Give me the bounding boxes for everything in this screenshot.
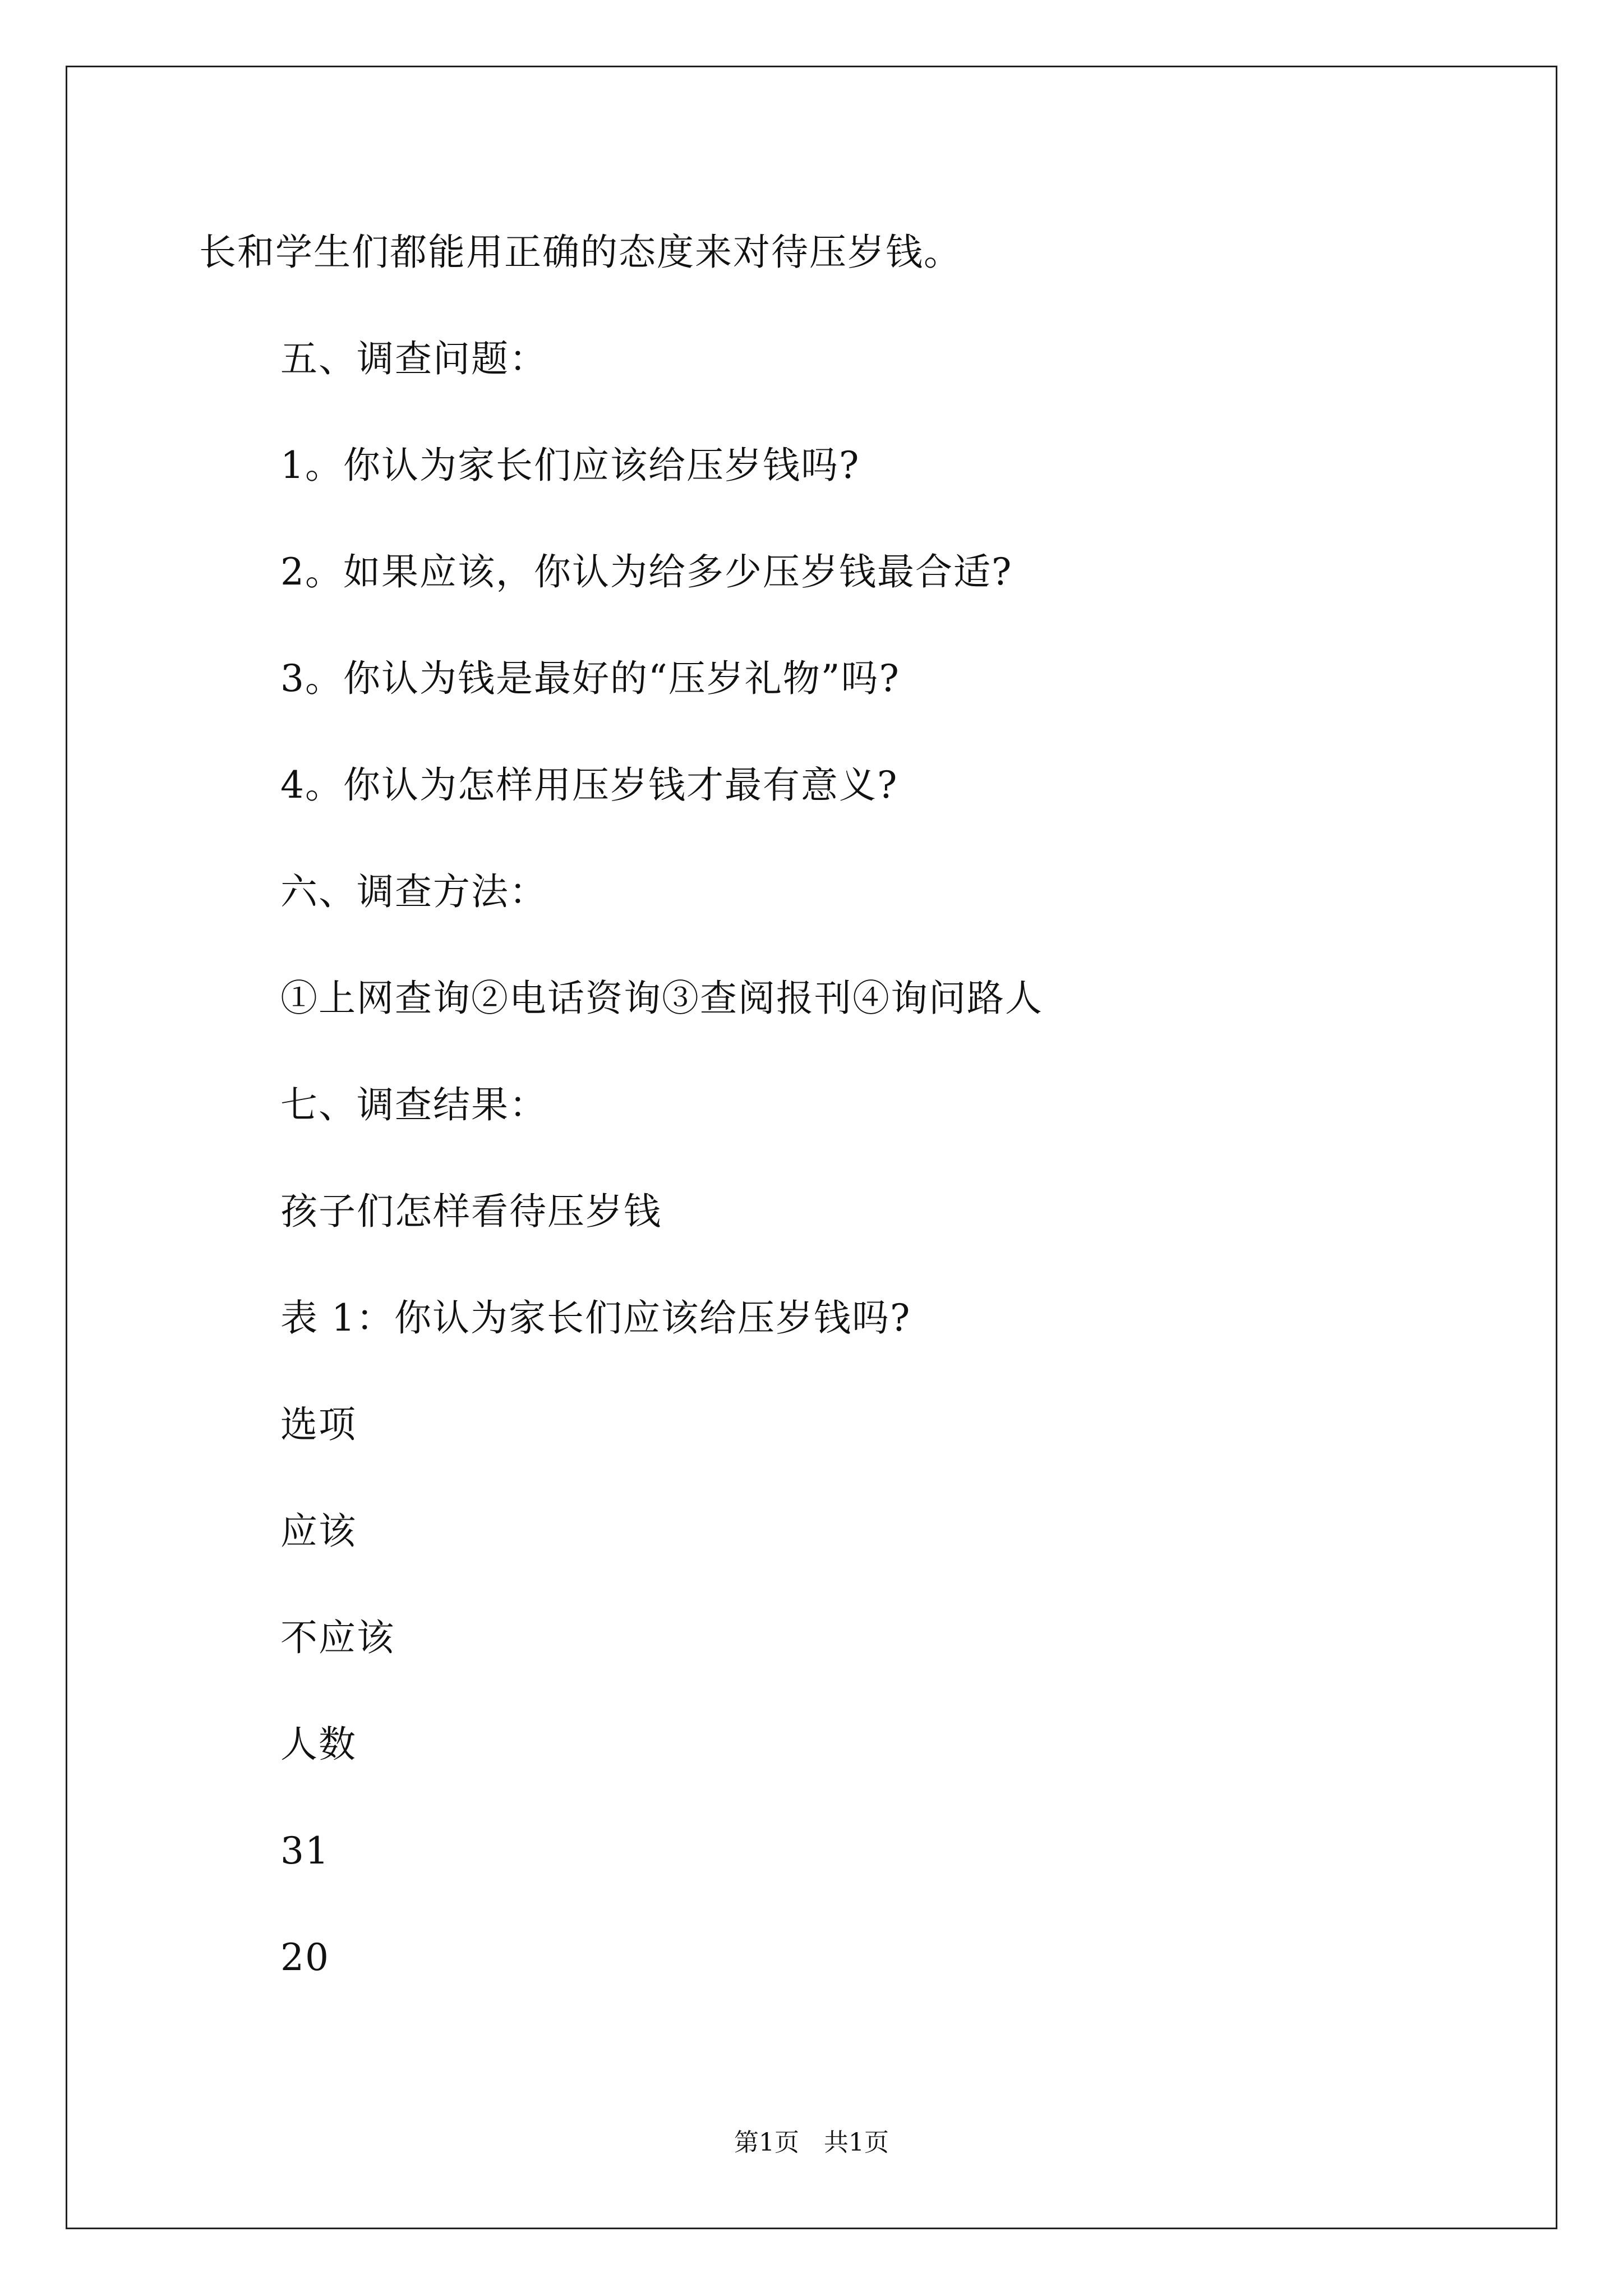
text-line-continuation: 长和学生们都能用正确的态度来对待压岁钱。 bbox=[199, 231, 962, 274]
page-border bbox=[66, 66, 1557, 2229]
table-cell-count-header: 人数 bbox=[280, 1723, 357, 1766]
page-footer: 第1页 共1页 bbox=[734, 2128, 889, 2157]
table-cell-option-header: 选项 bbox=[280, 1403, 357, 1446]
question-2: 2。如果应该，你认为给多少压岁钱最合适? bbox=[280, 550, 1013, 593]
question-1: 1。你认为家长们应该给压岁钱吗? bbox=[280, 444, 860, 487]
table-cell-count-should: 31 bbox=[280, 1829, 330, 1872]
section-heading-questions: 五、调查问题： bbox=[280, 337, 547, 380]
table-cell-count-should-not: 20 bbox=[280, 1936, 330, 1979]
section-heading-methods: 六、调查方法： bbox=[280, 870, 547, 913]
question-4: 4。你认为怎样用压岁钱才最有意义? bbox=[280, 763, 898, 807]
question-3: 3。你认为钱是最好的“压岁礼物”吗? bbox=[280, 657, 900, 700]
methods-list: ①上网查询②电话资询③查阅报刊④询问路人 bbox=[280, 977, 1043, 1020]
table-caption: 表 1：你认为家长们应该给压岁钱吗? bbox=[280, 1296, 911, 1340]
table-cell-should: 应该 bbox=[280, 1510, 357, 1553]
section-heading-results: 七、调查结果： bbox=[280, 1083, 547, 1126]
results-subtitle: 孩子们怎样看待压岁钱 bbox=[280, 1190, 662, 1233]
table-cell-should-not: 不应该 bbox=[280, 1616, 395, 1659]
